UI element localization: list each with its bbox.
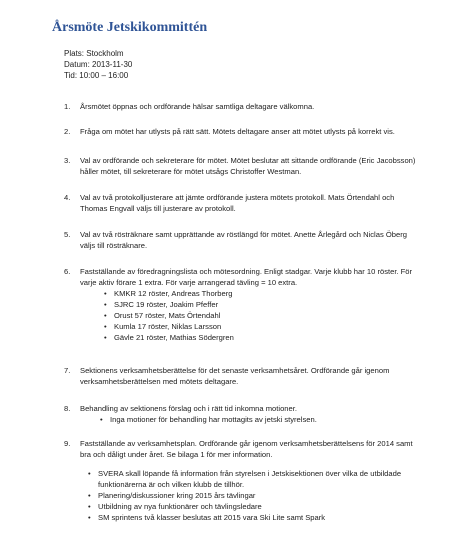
- list-item: • Planering/diskussioner kring 2015 års tävlingar: [88, 491, 256, 500]
- item-number: 8.: [64, 404, 71, 413]
- item-number: 5.: [64, 230, 71, 239]
- item-text: Val av två protokolljusterare att jämte ordförande justera mötets protokoll. Mats Örtendahl och Thomas Engvall väljs till justerare av protokoll.: [80, 193, 395, 213]
- item-text: Fastställande av föredragningslista och mötesordning. Enligt stadgar. Varje klubb har 10 röster. För varje aktiv förare 1 extra. För varje arrangerad tävling = 10 extra.: [80, 267, 413, 287]
- agenda-item-1: [64, 101, 454, 112]
- meeting-place: Plats: Stockholm: [64, 49, 124, 58]
- agenda-item-2: [64, 126, 454, 137]
- item-number: 4.: [64, 193, 71, 202]
- item-text: Fastställande av verksamhetsplan. Ordförande går igenom verksamhetsberättelsens för 2014 samt bra och dåligt under året. Se bilaga 1 för mer information.: [80, 439, 413, 459]
- item-text: Val av två rösträknare samt upprättande av röstlängd för mötet. Anette Årlegård och Niclas Öberg väljs till rösträknare.: [80, 230, 407, 250]
- list-item: • SJRC 19 röster, Joakim Pfeffer: [104, 300, 219, 309]
- meeting-info: [64, 48, 132, 81]
- bullet-icon: •: [88, 491, 91, 500]
- item-text: Val av ordförande och sekreterare för mötet. Mötet beslutar att sittande ordförande (Eric Jacobsson) håller mötet, till sekreterare för mötet utsågs Christoffer Westman.: [80, 156, 416, 176]
- list-item: • Utbildning av nya funktionärer och tävlingsledare: [88, 502, 262, 511]
- bullet-icon: •: [104, 333, 107, 342]
- bullet-icon: •: [104, 289, 107, 298]
- item-number: 2.: [64, 127, 71, 136]
- agenda-item-5: [64, 229, 454, 251]
- item-text: Behandling av sektionens förslag och i rätt tid inkomna motioner.: [80, 404, 297, 413]
- item-number: 1.: [64, 102, 71, 111]
- agenda-item-6: [64, 266, 454, 343]
- item-text: Fråga om mötet har utlysts på rätt sätt. Mötets deltagare anser att mötet utlysts på korrekt vis.: [80, 127, 395, 136]
- agenda-item-8: [64, 403, 454, 425]
- item-number: 9.: [64, 439, 71, 448]
- bullet-icon: •: [88, 513, 91, 522]
- list-item: • Inga motioner för behandling har mottagits av jetski styrelsen.: [100, 415, 317, 424]
- vote-list: [104, 288, 454, 343]
- plan-list: [88, 468, 454, 523]
- bullet-icon: •: [88, 469, 91, 478]
- bullet-icon: •: [104, 311, 107, 320]
- list-item: • Orust 57 röster, Mats Örtendahl: [104, 311, 221, 320]
- item-number: 7.: [64, 366, 71, 375]
- bullet-icon: •: [104, 322, 107, 331]
- list-item: • Gävle 21 röster, Mathias Södergren: [104, 333, 234, 342]
- item-number: 6.: [64, 267, 71, 276]
- list-item: • SVERA skall löpande få information från styrelsen i Jetskisektionen över vilka de utbildade funktionärerna är och vilken klubb de tillhör.: [88, 469, 402, 489]
- meeting-date: Datum: 2013-11-30: [64, 60, 133, 69]
- list-item: • KMKR 12 röster, Andreas Thorberg: [104, 289, 233, 298]
- list-item: • SM sprintens två klasser beslutas att 2015 vara Ski Lite samt Spark: [88, 513, 326, 522]
- agenda-item-9: [64, 438, 454, 523]
- item-number: 3.: [64, 156, 71, 165]
- agenda-item-4: [64, 192, 454, 214]
- agenda-item-7: [64, 365, 454, 387]
- bullet-icon: •: [88, 502, 91, 511]
- item-text: Sektionens verksamhetsberättelse för det senaste verksamhetsåret. Ordförande går igenom verksamhetsberättelsen med mötets deltagare.: [80, 366, 390, 386]
- bullet-icon: •: [100, 415, 103, 424]
- list-item: • Kumla 17 röster, Niklas Larsson: [104, 322, 222, 331]
- motion-list: [100, 414, 454, 425]
- agenda-item-3: [64, 155, 454, 177]
- item-text: Årsmötet öppnas och ordförande hälsar samtliga deltagare välkomna.: [80, 102, 315, 111]
- bullet-icon: •: [104, 300, 107, 309]
- meeting-time: Tid: 10:00 – 16:00: [64, 71, 129, 80]
- page-title: Årsmöte Jetskikommittén: [52, 20, 208, 35]
